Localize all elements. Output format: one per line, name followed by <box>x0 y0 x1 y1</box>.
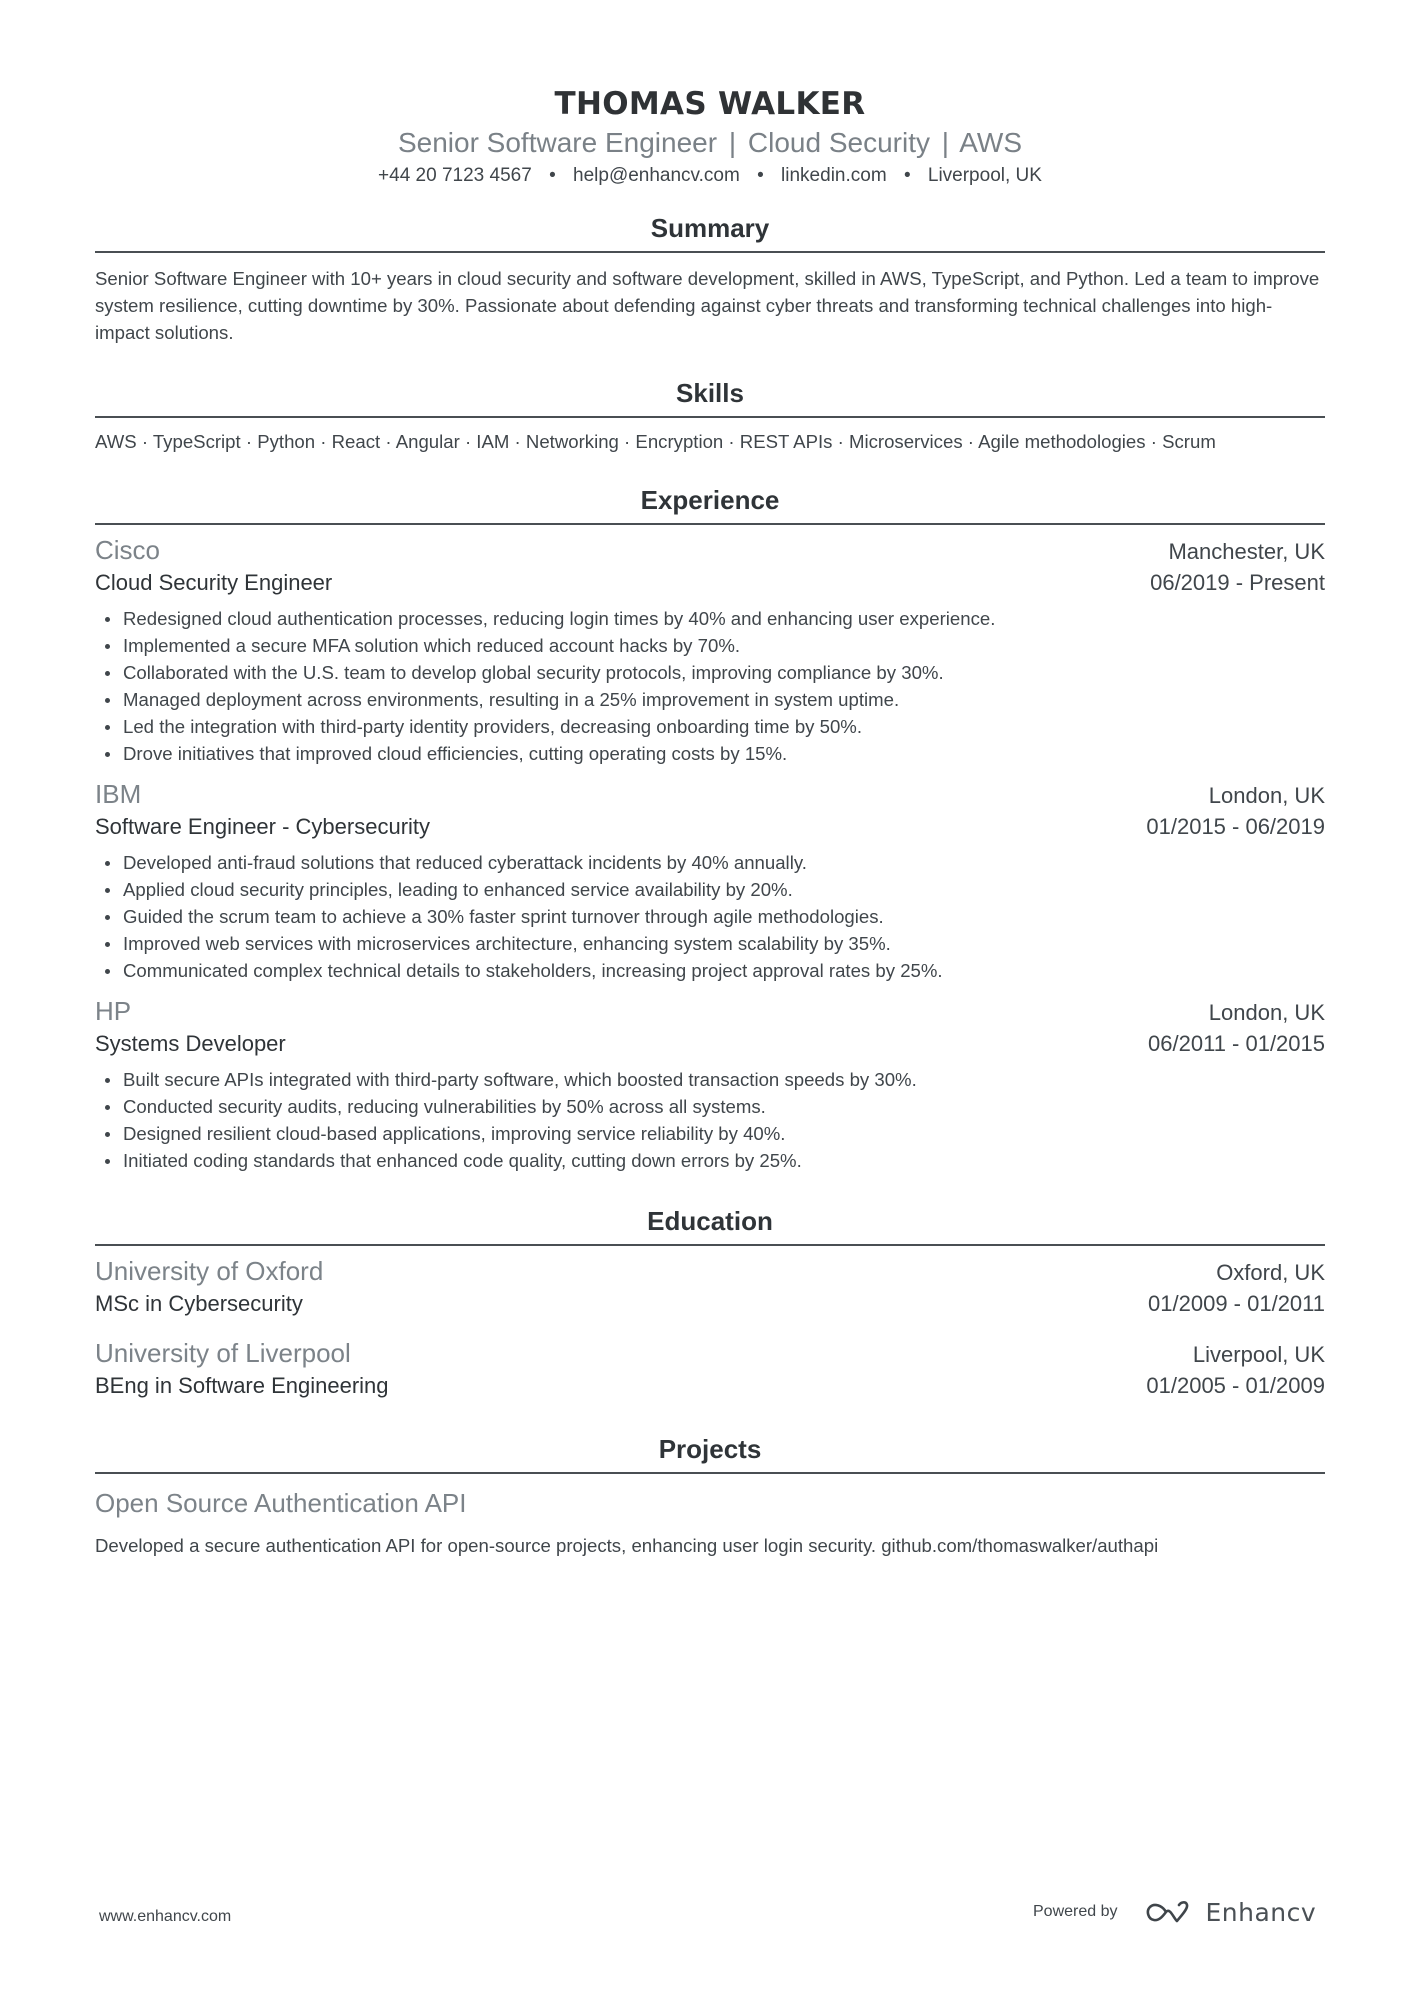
achievement-item: Improved web services with microservices architecture, enhancing system scalability by 35%. <box>95 930 1325 957</box>
achievement-list <box>95 849 1325 984</box>
contact-phone[interactable]: +44 20 7123 4567 <box>378 165 532 186</box>
headline-separator: | <box>728 127 737 158</box>
school-location: Oxford, UK <box>1216 1260 1325 1285</box>
education-dates: 01/2009 - 01/2011 <box>1148 1291 1325 1316</box>
job-dates: 06/2011 - 01/2015 <box>1148 1031 1325 1056</box>
enhancv-logo-icon <box>1144 1899 1192 1925</box>
education-section <box>95 1204 1325 1402</box>
school-name: University of Liverpool <box>95 1338 351 1368</box>
achievement-item: Managed deployment across environments, resulting in a 25% improvement in system uptime. <box>95 686 1325 713</box>
school-location: Liverpool, UK <box>1192 1342 1325 1367</box>
achievement-list <box>95 605 1325 767</box>
contact-line <box>95 163 1325 189</box>
section-heading-skills: Skills <box>95 376 1325 418</box>
achievement-item: Applied cloud security principles, leading to enhanced service availability by 20%. <box>95 876 1325 903</box>
achievement-item: Designed resilient cloud-based applications, improving service reliability by 40%. <box>95 1120 1325 1147</box>
contact-separator: • <box>549 165 556 186</box>
job-title: Cloud Security Engineer <box>95 570 333 595</box>
resume-page <box>95 0 1325 1559</box>
company-name: Cisco <box>95 535 161 565</box>
degree: MSc in Cybersecurity <box>95 1291 303 1316</box>
achievement-item: Conducted security audits, reducing vulnerabilities by 50% across all systems. <box>95 1093 1325 1120</box>
section-heading-education: Education <box>95 1204 1325 1246</box>
education-entry-liverpool <box>95 1336 1325 1402</box>
achievement-item: Implemented a secure MFA solution which reduced account hacks by 70%. <box>95 632 1325 659</box>
job-title: Systems Developer <box>95 1031 286 1056</box>
degree: BEng in Software Engineering <box>95 1373 389 1398</box>
section-heading-projects: Projects <box>95 1432 1325 1474</box>
job-location: London, UK <box>1208 1000 1325 1025</box>
project-title: Open Source Authentication API <box>95 1488 467 1518</box>
achievement-item: Developed anti-fraud solutions that reduced cyberattack incidents by 40% annually. <box>95 849 1325 876</box>
candidate-name: THOMAS WALKER <box>554 86 866 122</box>
job-location: Manchester, UK <box>1168 539 1325 564</box>
achievement-item: Redesigned cloud authentication processes, reducing login times by 40% and enhancing user experience. <box>95 605 1325 632</box>
skills-list: AWS · TypeScript · Python · React · Angular · IAM · Networking · Encryption · REST APIs · Microservices · Agile methodologies · Scrum <box>95 431 1216 452</box>
experience-entry-ibm <box>95 777 1325 984</box>
projects-section <box>95 1432 1325 1559</box>
school-name: University of Oxford <box>95 1256 324 1286</box>
achievement-item: Collaborated with the U.S. team to develop global security protocols, improving compliance by 30%. <box>95 659 1325 686</box>
achievement-item: Built secure APIs integrated with third-party software, which boosted transaction speeds by 30%. <box>95 1066 1325 1093</box>
headline <box>95 125 1325 161</box>
project-description: Developed a secure authentication API for open-source projects, enhancing user login security. github.com/thomaswalker/authapi <box>95 1535 1159 1556</box>
footer-website-link[interactable]: www.enhancv.com <box>99 1908 232 1925</box>
experience-entry-hp <box>95 994 1325 1174</box>
achievement-list <box>95 1066 1325 1174</box>
job-dates: 06/2019 - Present <box>1150 570 1325 595</box>
contact-location: Liverpool, UK <box>927 165 1042 186</box>
education-entry-oxford <box>95 1254 1325 1320</box>
section-heading-summary: Summary <box>95 211 1325 253</box>
achievement-item: Drove initiatives that improved cloud efficiencies, cutting operating costs by 15%. <box>95 740 1325 767</box>
powered-by-label: Powered by <box>1033 1903 1118 1920</box>
summary-section <box>95 211 1325 346</box>
headline-title-3: AWS <box>959 127 1023 158</box>
contact-linkedin[interactable]: linkedin.com <box>781 165 887 186</box>
experience-section <box>95 483 1325 1174</box>
headline-title-2: Cloud Security <box>747 127 930 158</box>
contact-email[interactable]: help@enhancv.com <box>573 165 740 186</box>
job-dates: 01/2015 - 06/2019 <box>1146 814 1325 839</box>
achievement-item: Initiated coding standards that enhanced code quality, cutting down errors by 25%. <box>95 1147 1325 1174</box>
job-location: London, UK <box>1208 783 1325 808</box>
experience-entry-cisco <box>95 533 1325 767</box>
achievement-item: Led the integration with third-party identity providers, decreasing onboarding time by 50%. <box>95 713 1325 740</box>
achievement-item: Guided the scrum team to achieve a 30% faster sprint turnover through agile methodologies. <box>95 903 1325 930</box>
enhancv-brand-name: Enhancv <box>1205 1897 1317 1927</box>
company-name: IBM <box>95 779 142 809</box>
resume-header <box>95 0 1325 189</box>
contact-separator: • <box>757 165 764 186</box>
headline-title-1: Senior Software Engineer <box>397 127 718 158</box>
achievement-item: Communicated complex technical details to stakeholders, increasing project approval rates by 25%. <box>95 957 1325 984</box>
headline-separator: | <box>941 127 950 158</box>
education-dates: 01/2005 - 01/2009 <box>1146 1373 1325 1398</box>
summary-text: Senior Software Engineer with 10+ years in cloud security and software development, skilled in AWS, TypeScript, and Python. Led a team to improve system resilience, cutting downtime by 30%. Passionate about defending against cyber threats and transforming technical challenges into high-impact solutions. <box>95 268 1320 343</box>
job-title: Software Engineer - Cybersecurity <box>95 814 431 839</box>
skills-section <box>95 376 1325 455</box>
company-name: HP <box>95 996 132 1026</box>
powered-by-badge[interactable] <box>1033 1897 1316 1927</box>
contact-separator: • <box>903 165 911 186</box>
section-heading-experience: Experience <box>95 483 1325 525</box>
